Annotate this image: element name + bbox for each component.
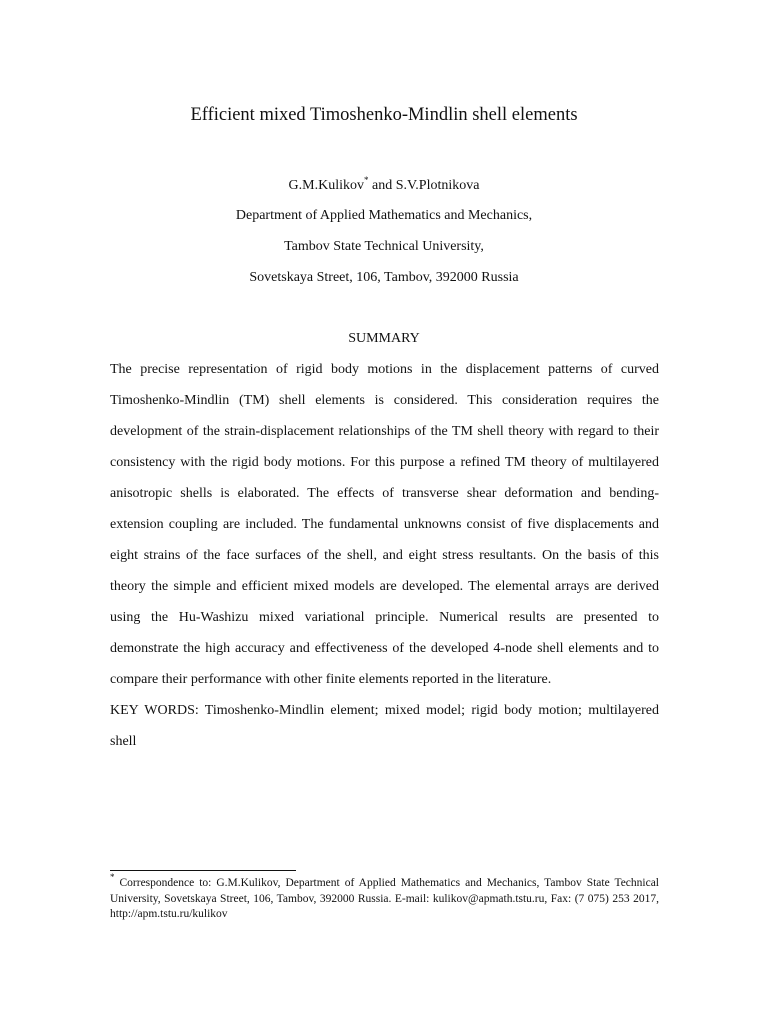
- footnote-divider: [110, 870, 296, 871]
- abstract: [110, 354, 659, 757]
- author-first: G.M.Kulikov: [288, 178, 364, 193]
- footnote-text: Correspondence to: G.M.Kulikov, Department of Applied Mathematics and Mechanics, Tambov State Technical University, Sovetskaya Street, 106, Tambov, 392000 Russia. E-mail: kulikov@apmath.tstu.ru, Fax: (7 075) 253 2017, http://apm.tstu.ru/kulikov: [110, 877, 659, 920]
- affiliation-department: Department of Applied Mathematics and Mechanics,: [235, 208, 533, 223]
- paper-title: Efficient mixed Timoshenko-Mindlin shell elements: [190, 105, 578, 125]
- footnote: [110, 872, 659, 923]
- author-line: [0, 177, 768, 195]
- affiliation-university: Tambov State Technical University,: [284, 239, 484, 254]
- author-footnote-marker: *: [363, 175, 369, 185]
- abstract-text: The precise representation of rigid body motions in the displacement patterns of curved Timoshenko-Mindlin (TM) shell elements is considered. This consideration requires the development of the strain-displacement relationships of the TM shell theory with regard to their consistency with the rigid body motions. For this purpose a refined TM theory of multilayered anisotropic shells is elaborated. The effects of transverse shear deformation and bending-extension coupling are included. The fundamental unknowns consist of five displacements and eight strains of the face surfaces of the shell, and eight stress resultants. On the basis of this theory the simple and efficient mixed models are developed. The elemental arrays are derived using the Hu-Washizu mixed variational principle. Numerical results are presented to demonstrate the high accuracy and effectiveness of the developed 4-node shell elements and to compare their performance with other finite elements reported in the literature.: [110, 362, 659, 687]
- keywords: KEY WORDS: Timoshenko-Mindlin element; mixed model; rigid body motion; multilayered shell: [110, 703, 659, 749]
- author-rest: and S.V.Plotnikova: [368, 178, 480, 193]
- affiliation-address: Sovetskaya Street, 106, Tambov, 392000 Russia: [249, 270, 519, 285]
- footnote-marker: *: [110, 872, 115, 882]
- summary-heading: SUMMARY: [348, 331, 420, 346]
